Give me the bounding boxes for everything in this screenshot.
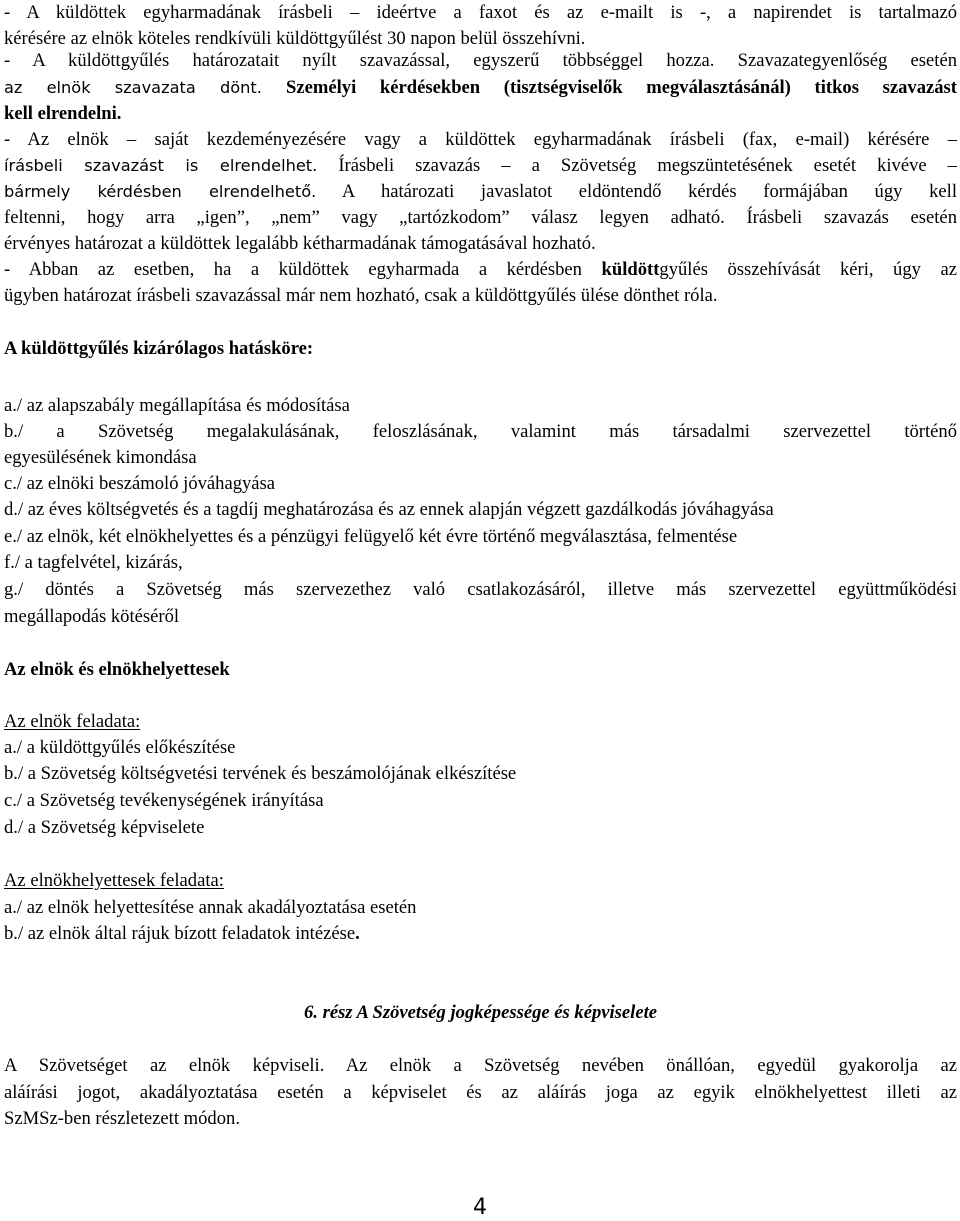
written-vote-line-2-serif: Írásbeli szavazás – a Szövetség megszüntetésének esetét kivéve – <box>317 155 957 176</box>
part6-heading: 6. rész A Szövetség jogképessége és képviselete <box>303 1002 658 1023</box>
written-vote-line-3-serif: A határozati javaslatot eldöntendő kérdés formájában úgy kell <box>316 181 957 202</box>
president-task-d: d./ a Szövetség képviselete <box>4 817 205 838</box>
president-task-c: c./ a Szövetség tevékenységének irányítása <box>4 790 324 811</box>
written-vote-line-3-sans: bármely kérdésben elrendelhető. <box>4 182 317 201</box>
president-task-a: a./ a küldöttgyűlés előkészítése <box>4 737 236 758</box>
vice-task-b-period: . <box>355 923 360 944</box>
convene-line-1 <box>4 257 957 283</box>
voting-line-3: kell elrendelni. <box>4 103 122 124</box>
part6-line-2: aláírási jogot, akadályoztatása esetén a képviselet és az aláírás joga az egyik elnökhelyettest illeti az <box>4 1082 957 1103</box>
exclusive-competence-heading: A küldöttgyűlés kizárólagos hatásköre: <box>4 338 314 359</box>
competence-item-d: d./ az éves költségvetés és a tagdíj meghatározása és az ennek alapján végzett gazdálkodás jóváhagyása <box>4 499 774 520</box>
voting-line-1: - A küldöttgyűlés határozatait nyílt szavazással, egyszerű többséggel hozza. Szavazategyenlőség esetén <box>4 50 957 71</box>
vice-task-b <box>4 921 360 947</box>
president-task-b: b./ a Szövetség költségvetési tervének és beszámolójának elkészítése <box>4 763 517 784</box>
voting-line-2-normal: az elnök szavazata dönt. <box>4 78 287 97</box>
competence-item-e: e./ az elnök, két elnökhelyettes és a pénzügyi felügyelő két évre történő megválasztása, felmentése <box>4 526 738 547</box>
vice-tasks-title: Az elnökhelyettesek feladata: <box>4 870 224 891</box>
written-vote-line-2 <box>4 153 957 179</box>
competence-item-a: a./ az alapszabály megállapítása és módosítása <box>4 395 350 416</box>
part6-line-1: A Szövetséget az elnök képviseli. Az elnök a Szövetség nevében önállóan, egyedül gyakorolja az <box>4 1055 957 1076</box>
written-vote-line-4: feltenni, hogy arra „igen”, „nem” vagy „tartózkodom” válasz legyen adható. Írásbeli szavazás esetén <box>4 207 957 228</box>
president-tasks-title: Az elnök feladata: <box>4 711 141 732</box>
written-vote-line-1: - Az elnök – saját kezdeményezésére vagy a küldöttek egyharmadának írásbeli (fax, e-mail) kérésére – <box>4 129 957 150</box>
competence-item-f: f./ a tagfelvétel, kizárás, <box>4 552 183 573</box>
competence-item-b: b./ a Szövetség megalakulásának, feloszlásának, valamint más társadalmi szervezettel történő <box>4 421 957 442</box>
written-vote-line-5: érvényes határozat a küldöttek legalább kétharmadának támogatásával hozható. <box>4 233 596 254</box>
voting-line-2 <box>4 75 957 101</box>
voting-line-2-bold: Személyi kérdésekben (tisztségviselők megválasztásánál) titkos szavazást <box>286 77 957 98</box>
competence-item-g-cont: megállapodás kötéséről <box>4 606 180 627</box>
convene-line-1-a: - Abban az esetben, ha a küldöttek egyharmada a kérdésben <box>4 259 602 280</box>
competence-item-c: c./ az elnöki beszámoló jóváhagyása <box>4 473 276 494</box>
vice-task-a: a./ az elnök helyettesítése annak akadályoztatása esetén <box>4 897 417 918</box>
written-vote-line-3 <box>4 179 957 205</box>
competence-item-b-cont: egyesülésének kimondása <box>4 447 197 468</box>
convene-line-1-bold: küldött <box>601 259 660 280</box>
part6-line-3: SzMSz-ben részletezett módon. <box>4 1108 240 1129</box>
written-vote-line-2-sans: írásbeli szavazást is elrendelhet. <box>4 156 318 175</box>
competence-item-g: g./ döntés a Szövetség más szervezethez való csatlakozásáról, illetve más szervezettel együttműködési <box>4 579 957 600</box>
convene-line-2: ügyben határozat írásbeli szavazással már nem hozható, csak a küldöttgyűlés ülése dönthet róla. <box>4 285 718 306</box>
page-number: 4 <box>473 1195 487 1220</box>
intro-line-1: - A küldöttek egyharmadának írásbeli – ideértve a faxot és az e-mailt is -, a napirendet is tartalmazó <box>4 2 957 23</box>
intro-line-2: kérésére az elnök köteles rendkívüli küldöttgyűlést 30 napon belül összehívni. <box>4 28 586 49</box>
convene-line-1-b: gyűlés összehívását kéri, úgy az <box>659 259 957 280</box>
president-section-heading: Az elnök és elnökhelyettesek <box>4 659 230 680</box>
vice-task-b-text: b./ az elnök által rájuk bízott feladatok intézése <box>4 923 356 944</box>
